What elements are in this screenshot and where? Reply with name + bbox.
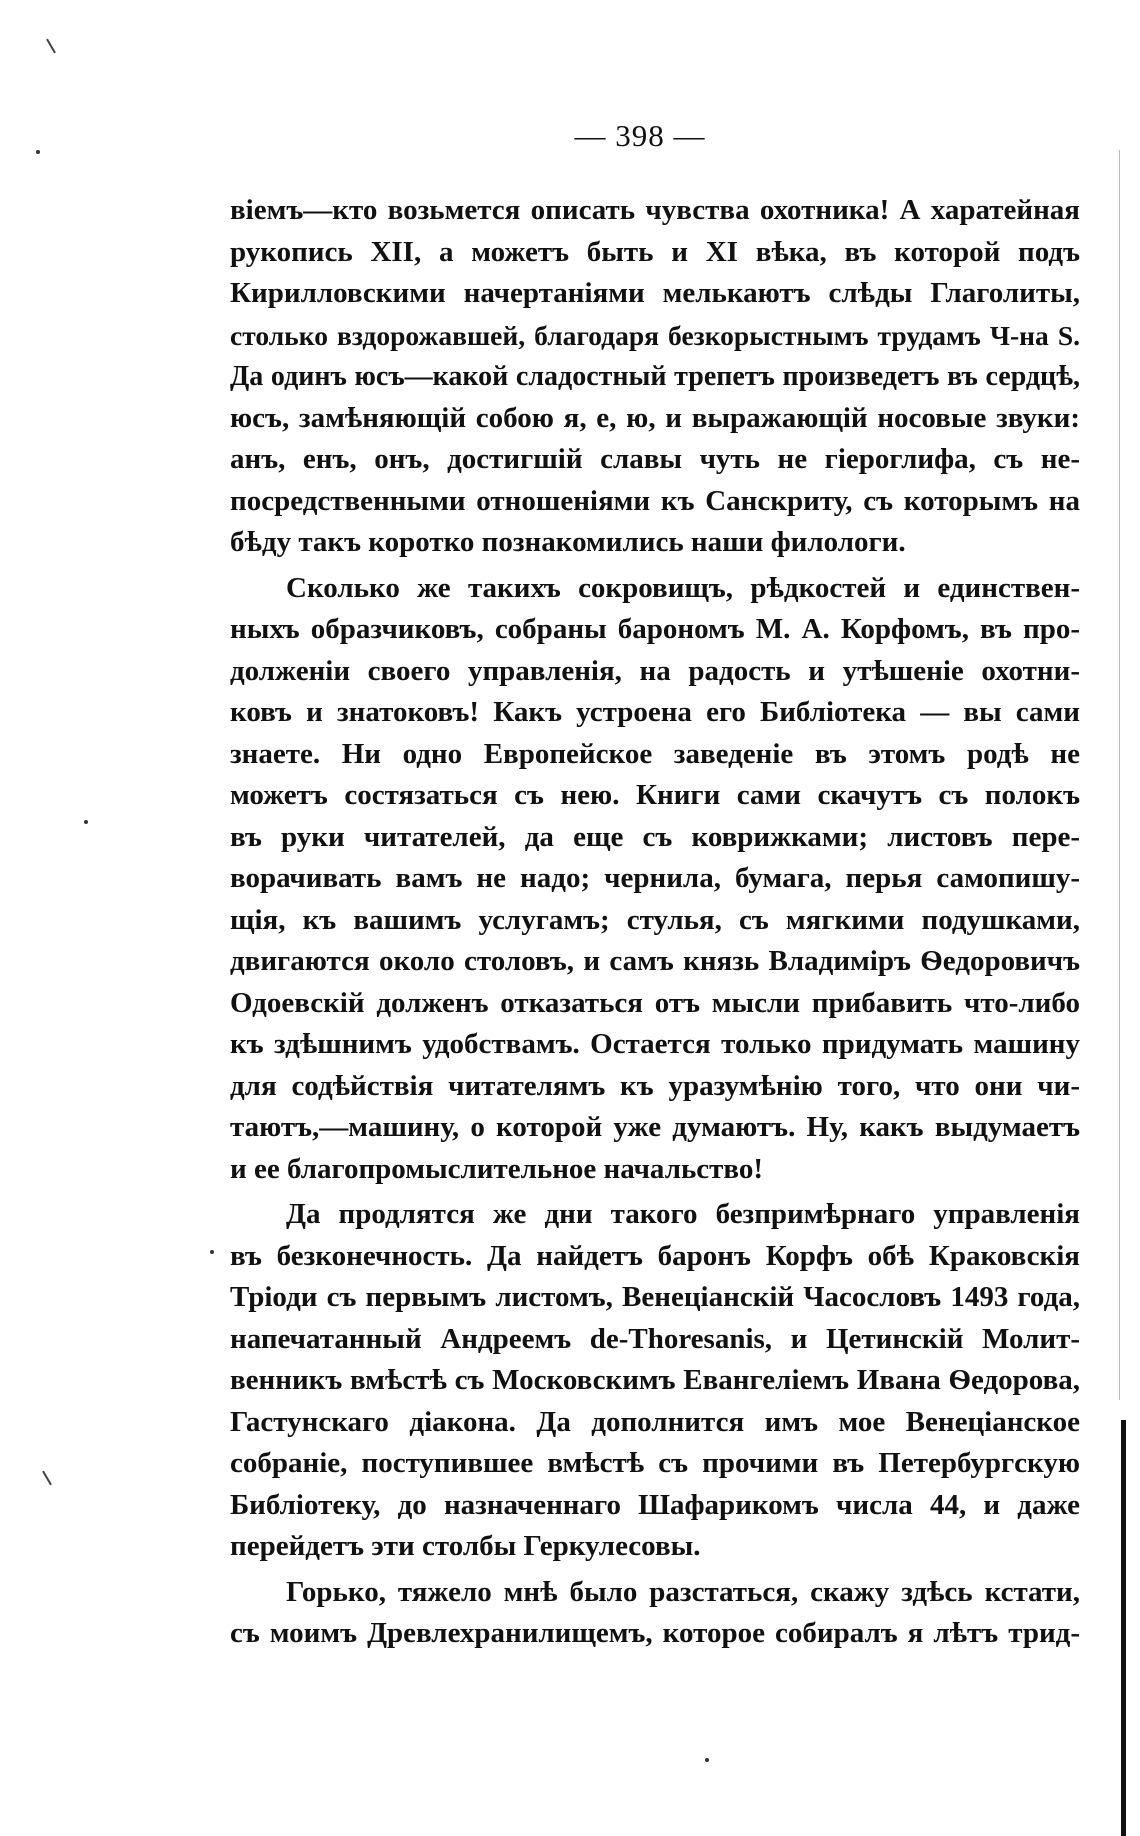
text-line: Библіотеку, до назначеннаго Шафарикомъ числа 44, и даже xyxy=(230,1488,1080,1521)
text-line: Кирилловскими начертаніями мелькаютъ слѣды Глаголиты, xyxy=(230,277,1080,309)
text-line: Гастунскаго діакона. Да дополнится имъ мое Венеціанское xyxy=(230,1405,1080,1438)
text-line: посредственными отношеніями къ Санскриту, съ которымъ на xyxy=(230,484,1080,517)
text-line: для содѣйствія читателямъ къ уразумѣнію того, что они чи- xyxy=(230,1069,1080,1102)
text-line: Да продлятся же дни такого безпримѣрнаго управленія xyxy=(286,1198,1080,1230)
text-line: рукопись XII, а можетъ быть и XI вѣка, въ которой подъ xyxy=(230,235,1080,268)
text-line: къ здѣшнимъ удобствамъ. Остается только придумать машину xyxy=(230,1028,1080,1060)
text-line: можетъ состязаться съ нею. Книги сами скачутъ съ полокъ xyxy=(230,779,1080,811)
scan-mark xyxy=(46,39,56,54)
scan-edge-line xyxy=(1119,150,1120,1400)
text-line: Сколько же такихъ сокровищъ, рѣдкостей и единствен- xyxy=(286,571,1080,604)
text-line: анъ, енъ, онъ, достигшій славы чуть не гіероглифа, съ не- xyxy=(230,443,1080,475)
scan-speck xyxy=(705,1758,709,1762)
scan-speck xyxy=(210,1250,214,1254)
text-line: бѣду такъ коротко познакомились наши филологи. xyxy=(230,526,906,558)
text-line: столько вздорожавшей, благодаря безкорыстнымъ трудамъ Ч-на S. xyxy=(230,319,1080,351)
text-line: собраніе, поступившее вмѣстѣ съ прочими въ Петербургскую xyxy=(230,1447,1080,1479)
text-line: знаете. Ни одно Европейское заведеніе въ этомъ родѣ не xyxy=(230,737,1080,770)
text-line: щія, къ вашимъ услугамъ; стулья, съ мягкими подушками, xyxy=(230,903,1080,936)
text-line: юсъ, замѣняющій собою я, е, ю, и выражающій носовые звуки: xyxy=(230,401,1080,434)
text-line: двигаются около столовъ, и самъ князь Владиміръ Ѳедоровичъ xyxy=(230,945,1080,977)
text-line: перейдетъ эти столбы Геркулесовы. xyxy=(230,1530,701,1562)
text-line: въ руки читателей, да еще съ коврижками; листовъ пере- xyxy=(230,820,1080,853)
scan-mark xyxy=(42,1471,52,1486)
text-line: ныхъ образчиковъ, собраны барономъ М. А. Корфомъ, въ про- xyxy=(230,613,1080,645)
text-line: Одоевскій долженъ отказаться отъ мысли прибавить что-либо xyxy=(230,986,1080,1019)
text-line: долженіи своего управленія, на радость и утѣшеніе охотни- xyxy=(230,654,1080,687)
scan-speck xyxy=(84,820,88,824)
text-line: віемъ—кто возьмется описать чувства охотника! А харатейная xyxy=(230,194,1080,226)
text-line: Тріоди съ первымъ листомъ, Венеціанскій Часословъ 1493 года, xyxy=(230,1281,1080,1313)
text-line: ковъ и знатоковъ! Какъ устроена его Библіотека — вы сами xyxy=(230,696,1080,728)
scan-edge-shadow xyxy=(1121,1420,1126,1836)
text-line: Да одинъ юсъ—какой сладостный трепетъ произведетъ въ сердцѣ, xyxy=(230,361,1080,392)
text-line: таютъ,—машину, о которой уже думаютъ. Ну, какъ выдумаетъ xyxy=(230,1111,1080,1143)
text-line: ворачивать вамъ не надо; чернила, бумага, перья самопишу- xyxy=(230,862,1080,894)
text-line: и ее благопромыслительное начальство! xyxy=(230,1152,764,1185)
text-line: Горько, тяжело мнѣ было разстаться, скажу здѣсь кстати, xyxy=(286,1575,1080,1608)
page-number: — 398 — xyxy=(574,118,706,153)
body-text xyxy=(230,190,1080,1655)
text-line: венникъ вмѣстѣ съ Московскимъ Евангеліемъ Ивана Ѳедорова, xyxy=(230,1364,1080,1396)
text-line: съ моимъ Древлехранилищемъ, которое собиралъ я лѣтъ трид- xyxy=(230,1617,1080,1649)
text-line: въ безконечность. Да найдетъ баронъ Корфъ обѣ Краковскія xyxy=(230,1239,1080,1272)
text-line: напечатанный Андреемъ de-Thoresanis, и Цетинскій Молит- xyxy=(230,1322,1080,1355)
